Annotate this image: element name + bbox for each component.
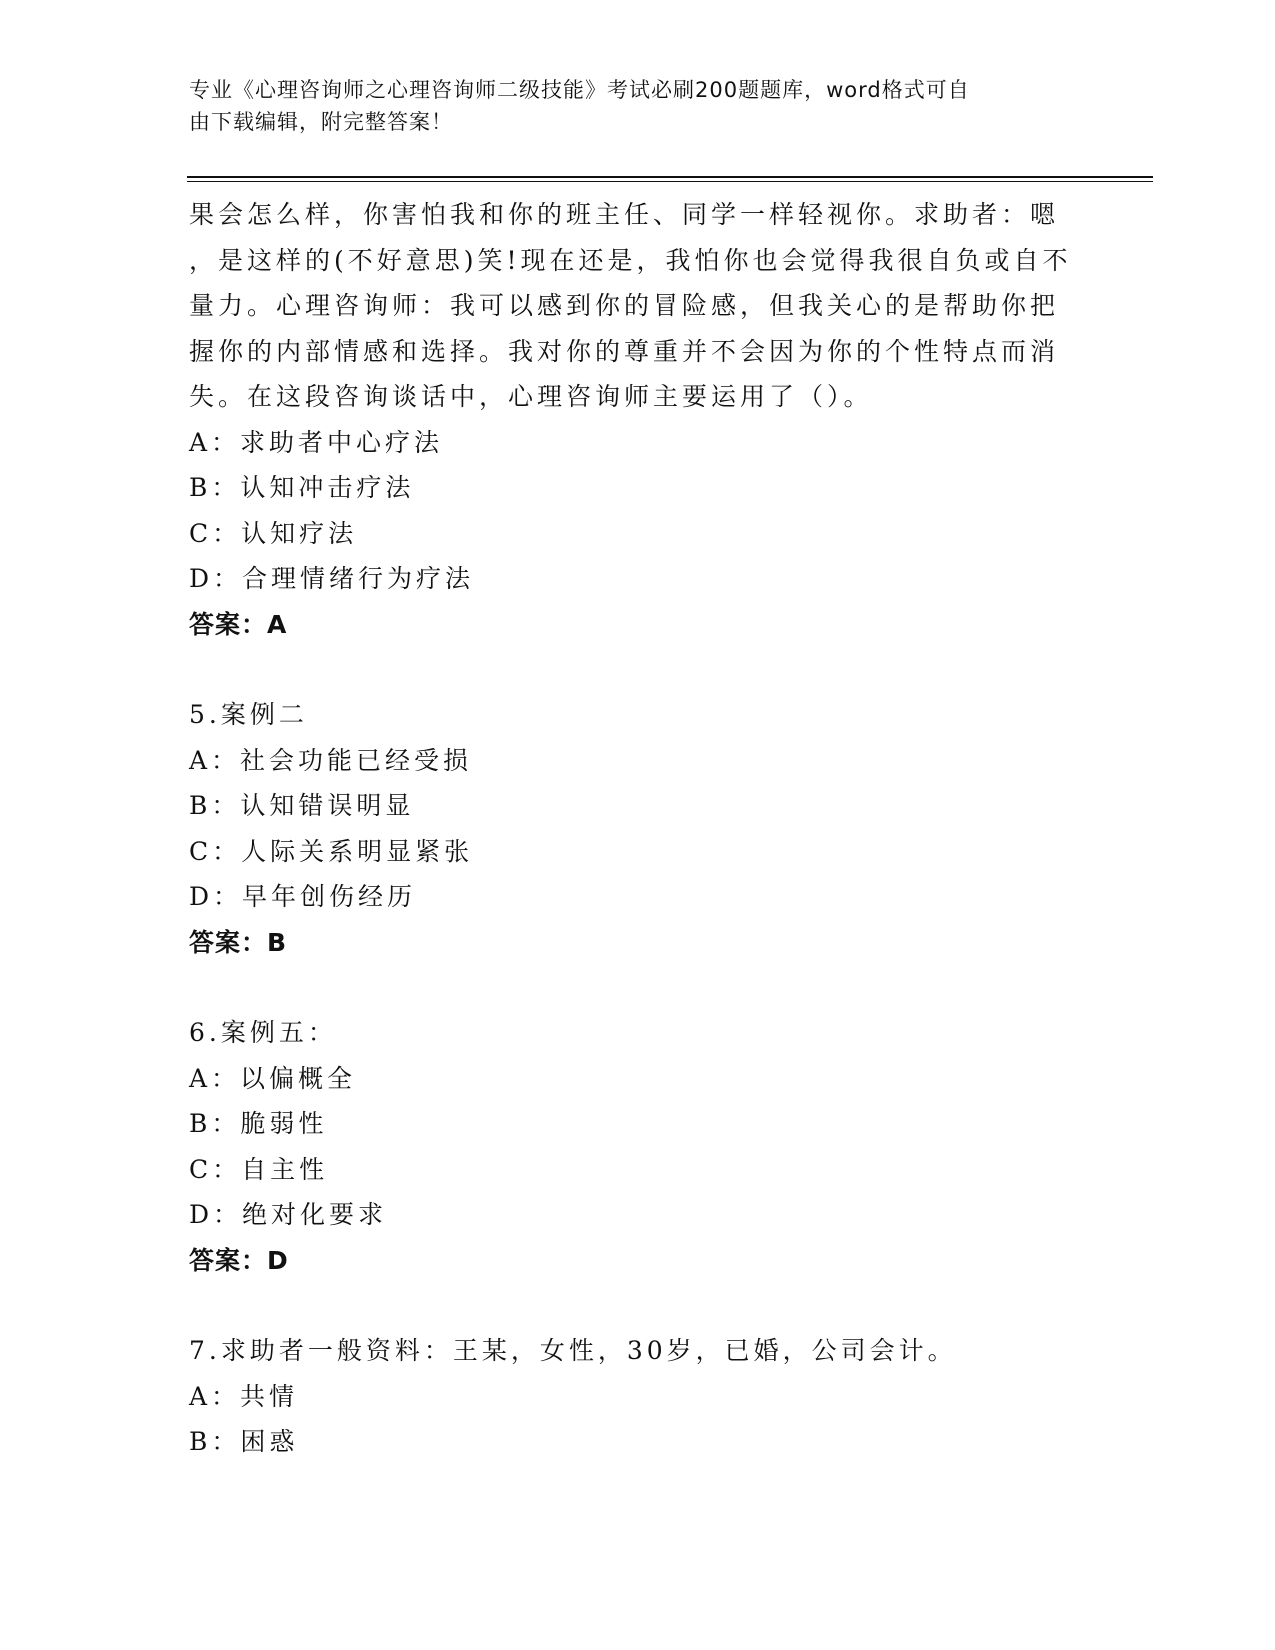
option-d: D：早年创伤经历 [189,882,417,911]
answer-line: 答案：B [189,927,288,957]
option-a: A：以偏概全 [189,1063,357,1093]
header-line: 专业《心理咨询师之心理咨询师二级技能》考试必刷200题题库，word格式可自 [189,78,970,102]
option-b: B：脆弱性 [189,1109,328,1138]
question-5-title: 5.案例二 [189,700,308,729]
option-a: A：求助者中心疗法 [189,427,444,457]
option-a: A：社会功能已经受损 [189,745,473,775]
answer-line: 答案：D [189,1245,289,1275]
option-c: C：认知疗法 [189,518,358,548]
question-line: 果会怎么样，你害怕我和你的班主任、同学一样轻视你。求助者：嗯 [189,200,1060,229]
option-d: D：绝对化要求 [189,1200,388,1229]
option-c: C：人际关系明显紧张 [189,836,474,866]
header-rule-thick [187,176,1153,178]
option-a: A：共情 [189,1381,299,1411]
question-6-title: 6.案例五： [189,1018,337,1047]
question-line: 量力。心理咨询师：我可以感到你的冒险感，但我关心的是帮助你把 [189,291,1060,320]
header-rule-thin [187,181,1153,182]
question-4-text [189,192,1089,420]
answer-line: 答案：A [189,609,288,639]
question-line: 失。在这段咨询谈话中，心理咨询师主要运用了（）。 [189,382,873,411]
option-b: B：认知错误明显 [189,791,415,820]
option-d: D：合理情绪行为疗法 [189,564,475,593]
question-line: 握你的内部情感和选择。我对你的尊重并不会因为你的个性特点而消 [189,336,1060,366]
question-line: ，是这样的(不好意思)笑!现在还是，我怕你也会觉得我很自负或自不 [189,245,1072,275]
document-body [189,192,1089,1465]
header-line: 由下载编辑，附完整答案！ [189,110,453,134]
question-7-title: 7.求助者一般资料：王某，女性，30岁，已婚，公司会计。 [189,1336,957,1365]
option-b: B：认知冲击疗法 [189,473,415,502]
page-header [189,74,1069,138]
option-c: C：自主性 [189,1154,329,1184]
option-b: B：困惑 [189,1427,299,1456]
